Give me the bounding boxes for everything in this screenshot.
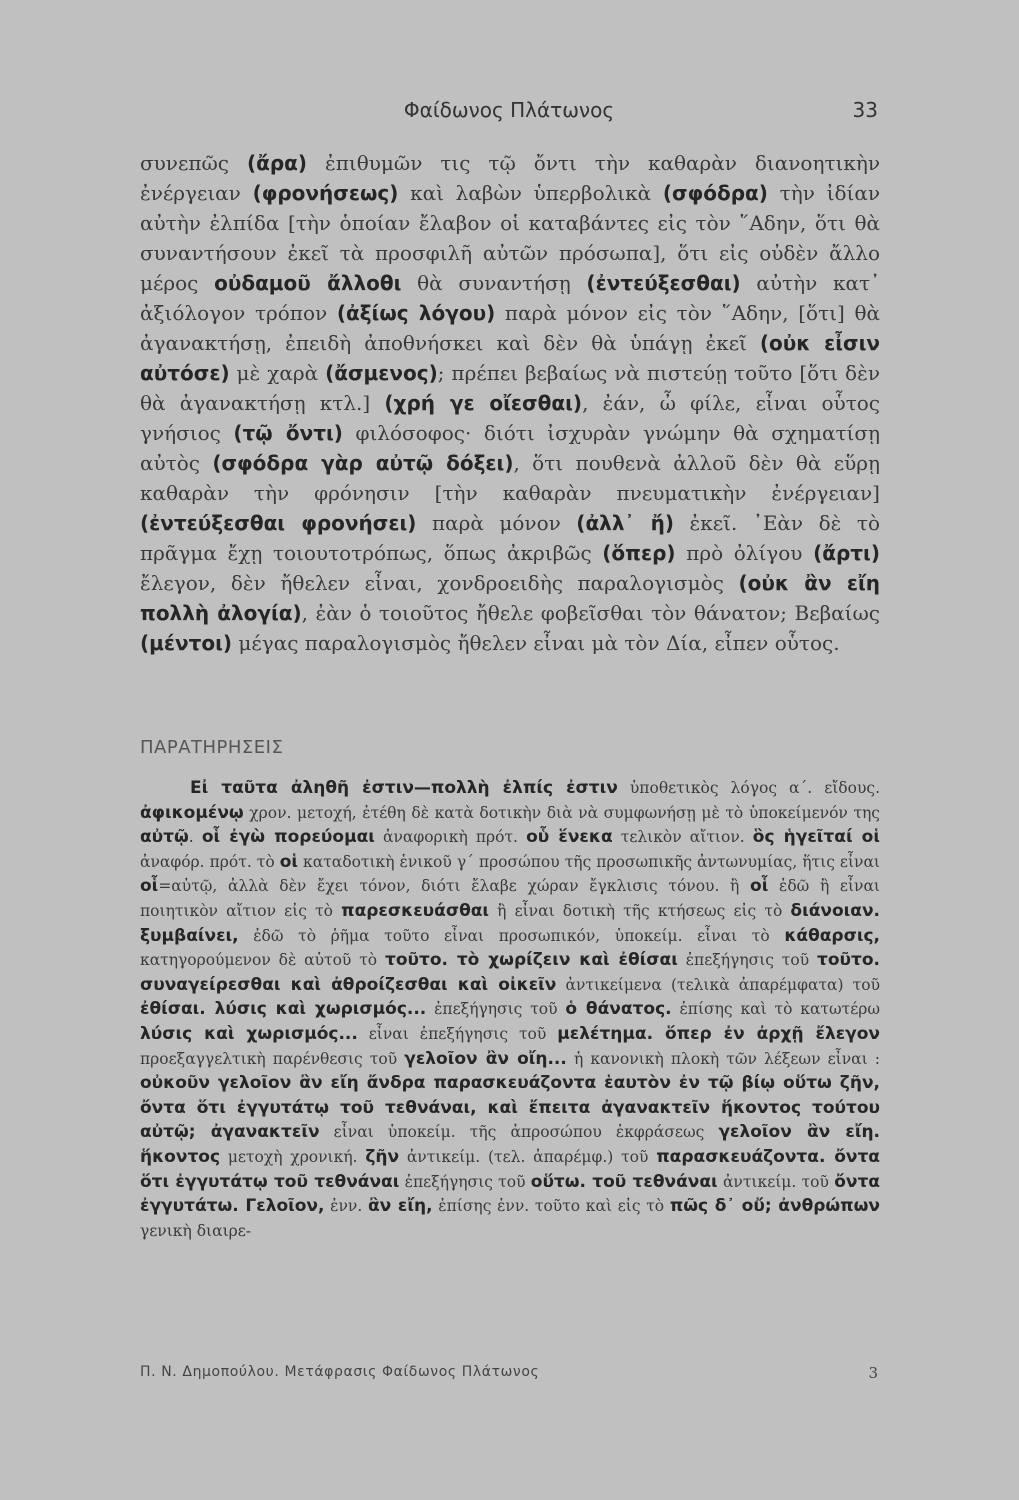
- text-run: ; πρέπει βεβαίως νὰ πιστεύῃ τοῦτο [ὅτι δὲν θὰ ἀγανακτήσῃ κτλ.]: [140, 361, 880, 415]
- text-run: ἐπιθυμῶν τις τῷ ὄντι τὴν καθαρὰν διανοητικὴν ἐνέργειαν: [140, 151, 880, 205]
- original-greek-phrase: ὄντα ἐγγυτάτω. Γελοῖον,: [140, 1171, 880, 1217]
- text-run: τὴν ἰδίαν αὐτὴν ἐλπίδα [τὴν ὁποίαν ἔλαβον οἱ καταβάντες εἰς τὸν ῞Αδην, ὅτι θὰ συναντήσουν ἐκεῖ τὰ προσφιλῆ αὐτῶν πρόσωπα], ὅτι εἰς οὐδὲν ἄλλο μέρος: [140, 181, 880, 295]
- original-greek-phrase: ζῆν: [365, 1146, 400, 1167]
- original-greek-phrase: (ἄσμενος): [325, 361, 438, 385]
- original-greek-phrase: (οὐκ εἶσιν αὐτόσε): [140, 331, 880, 385]
- original-greek-phrase: (ἐντεύξεσθαι): [586, 271, 741, 295]
- original-greek-phrase: οἷ ἐγὼ πορεύομαι: [201, 827, 375, 848]
- text-run: θὰ συναντήσῃ: [401, 271, 587, 295]
- text-run: ἐπίσης ἐνν. τοῦτο καὶ εἰς τὸ: [432, 1197, 670, 1216]
- translation-paragraph: [140, 148, 880, 658]
- text-run: , ἐὰν ὁ τοιοῦτος ἤθελε φοβεῖσθαι τὸν θάνατον; Βεβαίως: [301, 601, 880, 625]
- text-run: προεξαγγελτικὴ παρένθεσις τοῦ: [140, 1049, 405, 1068]
- text-run: ἀντικείμενα (τελικὰ ἀπαρέμφατα) τοῦ: [556, 975, 880, 994]
- text-run: ἐπεξήγησις τοῦ: [399, 1172, 531, 1191]
- main-translation-text: [140, 148, 880, 658]
- footer-signature: Π. Ν. Δημοπούλου. Μετάφρασις Φαίδωνος Πλάτωνος: [140, 1364, 540, 1380]
- text-run: παρὰ μόνον εἰς τὸν ῞Αδην, [ὅτι] θὰ ἀγανακτήσῃ, ἐπειδὴ ἀποθνήσκει καὶ δὲν θὰ ὑπάγῃ ἐκεῖ: [140, 301, 880, 355]
- original-greek-phrase: γελοῖον ἂν οἴη...: [404, 1048, 567, 1069]
- original-greek-phrase: ἂν εἴη,: [367, 1196, 433, 1217]
- original-greek-phrase: (σφόδρα): [662, 181, 768, 205]
- text-run: ἡ κανονικὴ πλοκὴ τῶν λέξεων εἶναι :: [566, 1049, 881, 1068]
- header-title: Φαίδωνος Πλάτωνος: [403, 98, 615, 122]
- text-run: φιλόσοφος· διότι ἰσχυρὰν γνώμην θὰ σχηματίσῃ αὐτὸς: [140, 421, 881, 475]
- text-run: χρον. μετοχή, ἐτέθη δὲ κατὰ δοτικὴν διὰ νὰ συμφωνήσῃ μὲ τὸ ὑποκείμενόν της: [243, 803, 880, 822]
- text-run: καταδοτικὴ ἑνικοῦ γ΄ προσώπου τῆς προσωπικῆς ἀντωνυμίας, ἥτις εἶναι: [298, 852, 880, 871]
- page-number: 33: [852, 98, 878, 122]
- text-run: εἶναι ἐπεξήγησις τοῦ: [357, 1024, 558, 1043]
- original-greek-phrase: οὕτω. τοῦ τεθνάναι: [530, 1171, 718, 1192]
- original-greek-phrase: (μέντοι): [140, 631, 233, 655]
- notes-section: [140, 776, 880, 1243]
- text-run: , ἐάν, ὦ φίλε, εἶναι οὗτος γνήσιος: [140, 391, 880, 445]
- original-greek-phrase: (ἄρα): [246, 151, 308, 175]
- original-greek-phrase: οὗ ἕνεκα: [526, 827, 613, 848]
- original-greek-phrase: (χρή γε οἴεσθαι): [384, 391, 583, 415]
- original-greek-phrase: οἷ: [140, 876, 159, 897]
- text-run: ἐδῶ τὸ ῥῆμα τοῦτο εἶναι προσωπικόν, ὑποκείμ. εἶναι τὸ: [238, 926, 785, 945]
- original-greek-phrase: παρασκευάζοντα. ὄντα ὅτι ἐγγυτάτῳ τοῦ τεθνάναι: [140, 1146, 880, 1192]
- text-run: παρὰ μόνον: [416, 511, 577, 535]
- text-run: ἐκεῖ. ᾿Εὰν δὲ τὸ πρᾶγμα ἔχῃ τοιουτοτρόπως, ὅπως ἀκριβῶς: [140, 511, 880, 565]
- original-greek-phrase: οἱ: [279, 851, 299, 872]
- original-greek-phrase: ὃς ἡγεῖταί οἱ: [752, 827, 880, 848]
- text-run: ἔλεγον, δὲν ἤθελεν εἶναι, χονδροειδὴς παραλογισμὸς: [140, 571, 739, 595]
- original-greek-phrase: (οὐκ ἂν εἴη πολλὴ ἀλογία): [140, 571, 880, 625]
- text-run: ἐνν.: [324, 1197, 368, 1216]
- text-run: καὶ λαβὼν ὑπερβολικὰ: [398, 181, 663, 205]
- text-run: .: [188, 828, 202, 847]
- original-greek-phrase: διάνοιαν. ξυμβαίνει,: [140, 900, 880, 946]
- text-run: ἀντικείμ. τοῦ: [717, 1172, 835, 1191]
- text-run: ἐπίσης καὶ τὸ κατωτέρω: [671, 1000, 881, 1019]
- page-footer: [140, 1364, 878, 1388]
- original-greek-phrase: οὐκοῦν γελοῖον ἂν εἴη ἄνδρα παρασκευάζοντα ἑαυτὸν ἐν τῷ βίῳ οὕτω ζῆν, ὄντα ὅτι ἐγγυτάτῳ τοῦ τεθνάναι, καὶ ἔπειτα ἀγανακτεῖν ἥκοντος τούτου αὐτῷ; ἀγανακτεῖν: [140, 1073, 880, 1143]
- text-run: ἀντικείμ. (τελ. ἀπαρέμφ.) τοῦ: [399, 1147, 657, 1166]
- text-run: ἢ εἶναι δοτικὴ τῆς κτήσεως εἰς τὸ: [489, 901, 791, 920]
- text-run: κατηγορούμενον δὲ αὐτοῦ τὸ: [140, 951, 385, 970]
- original-greek-phrase: τοῦτο. τὸ χωρίζειν καὶ ἐθίσαι: [384, 950, 678, 971]
- text-run: ἐπεξήγησις τοῦ: [426, 1000, 566, 1019]
- text-run: εἶναι ὑποκείμ. τῆς ἀπροσώπου ἐκφράσεως: [319, 1123, 719, 1142]
- original-greek-phrase: (ἀλλ᾿ ἤ): [576, 511, 674, 535]
- original-greek-phrase: (φρονήσεως): [252, 181, 399, 205]
- original-greek-phrase: (ὅπερ): [602, 541, 676, 565]
- original-greek-phrase: γελοῖον ἂν εἴη. ἥκοντος: [140, 1122, 881, 1167]
- original-greek-phrase: κάθαρσις,: [784, 925, 880, 946]
- original-greek-phrase: (τῷ ὄντι): [233, 421, 343, 445]
- original-greek-phrase: οὐδαμοῦ ἄλλοθι: [214, 271, 402, 295]
- text-run: αὐτὴν κατ᾿ ἀξιόλογον τρόπον: [140, 271, 881, 325]
- text-run: ἀναφόρ. πρότ. τὸ: [140, 852, 280, 871]
- text-run: γενικὴ διαιρε-: [140, 1221, 252, 1240]
- original-greek-phrase: λύσις καὶ χωρισμός...: [140, 1023, 358, 1044]
- original-greek-phrase: ὁ θάνατος.: [565, 999, 672, 1020]
- original-greek-phrase: (ἀξίως λόγου): [336, 301, 496, 325]
- original-greek-phrase: (ἐντεύξεσθαι φρονήσει): [140, 511, 417, 535]
- text-run: ἐδῶ ἢ εἶναι ποιητικὸν αἴτιον εἰς τὸ: [140, 877, 881, 920]
- original-greek-phrase: Εἰ ταῦτα ἀληθῆ ἐστιν—πολλὴ ἐλπίς ἐστιν: [190, 778, 618, 798]
- original-greek-phrase: ἀφικομένῳ: [140, 802, 244, 823]
- original-greek-phrase: αὐτῷ: [140, 827, 189, 848]
- original-greek-phrase: πῶς δ᾿ οὔ; ἀνθρώπων: [669, 1196, 880, 1217]
- text-run: ἐπεξήγησις τοῦ: [677, 951, 817, 970]
- running-header: [140, 98, 878, 128]
- text-run: =αὐτῷ, ἀλλὰ δὲν ἔχει τόνον, διότι ἔλαβε χώραν ἔγκλισις τόνου. ἢ: [158, 877, 751, 896]
- original-greek-phrase: οἷ: [750, 876, 769, 897]
- original-greek-phrase: τοῦτο. συναγείρεσθαι καὶ ἀθροίζεσθαι καὶ οἰκεῖν: [140, 950, 880, 995]
- original-greek-phrase: (ἄρτι): [813, 541, 880, 565]
- original-greek-phrase: ἐθίσαι. λύσις καὶ χωρισμός...: [140, 999, 427, 1020]
- text-run: μὲ χαρὰ: [229, 361, 326, 385]
- notes-paragraph: [140, 776, 880, 1243]
- text-run: συνεπῶς: [140, 151, 247, 175]
- text-run: ἀναφορικὴ πρότ.: [374, 828, 527, 847]
- notes-heading: ΠΑΡΑΤΗΡΗΣΕΙΣ: [140, 737, 284, 758]
- original-greek-phrase: (σφόδρα γὰρ αὐτῷ δόξει): [212, 451, 514, 475]
- footer-sheet-number: 3: [868, 1364, 878, 1382]
- text-run: μέγας παραλογισμὸς ἤθελεν εἶναι μὰ τὸν Δία, εἶπεν οὗτος.: [232, 631, 840, 655]
- text-run: πρὸ ὀλίγου: [675, 541, 814, 565]
- text-run: ὑποθετικὸς λόγος α΄. εἴδους.: [617, 779, 881, 797]
- text-run: τελικὸν αἴτιον.: [612, 828, 753, 847]
- text-run: μετοχὴ χρονική.: [220, 1147, 366, 1166]
- original-greek-phrase: μελέτημα. ὅπερ ἐν ἀρχῇ ἔλεγον: [557, 1023, 880, 1044]
- original-greek-phrase: παρεσκευάσθαι: [341, 900, 490, 921]
- text-run: , ὅτι πουθενὰ ἀλλοῦ δὲν θὰ εὕρῃ καθαρὰν τὴν φρόνησιν [τὴν καθαρὰν πνευματικὴν ἐνέργειαν]: [140, 451, 881, 505]
